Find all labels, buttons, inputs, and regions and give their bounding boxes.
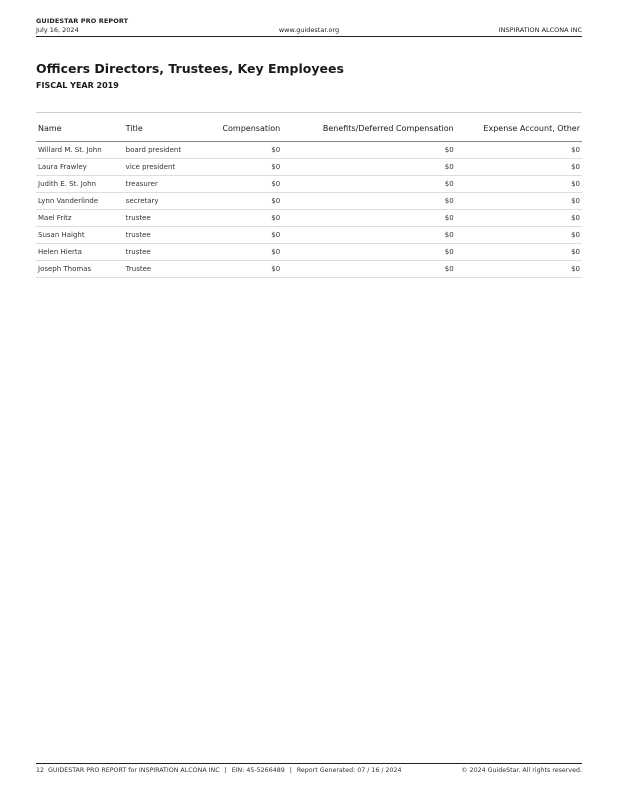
table-row: [36, 210, 582, 227]
column-header-expense: Expense Account, Other: [456, 113, 582, 142]
cell-compensation: $0: [197, 261, 282, 278]
cell-compensation: $0: [197, 210, 282, 227]
column-header-compensation: Compensation: [197, 113, 282, 142]
cell-expense: $0: [456, 193, 582, 210]
cell-title: vice president: [124, 159, 197, 176]
cell-name: Susan Haight: [36, 227, 124, 244]
cell-title: treasurer: [124, 176, 197, 193]
table-row: [36, 261, 582, 278]
cell-compensation: $0: [197, 159, 282, 176]
cell-name: Judith E. St. John: [36, 176, 124, 193]
table-row: [36, 244, 582, 261]
cell-title: trustee: [124, 227, 197, 244]
cell-expense: $0: [456, 159, 582, 176]
cell-name: Joseph Thomas: [36, 261, 124, 278]
cell-compensation: $0: [197, 193, 282, 210]
officers-table: [36, 112, 582, 278]
column-header-benefits: Benefits/Deferred Compensation: [282, 113, 456, 142]
cell-title: secretary: [124, 193, 197, 210]
cell-benefits: $0: [282, 193, 456, 210]
cell-name: Helen Hierta: [36, 244, 124, 261]
cell-expense: $0: [456, 142, 582, 159]
cell-compensation: $0: [197, 244, 282, 261]
cell-benefits: $0: [282, 210, 456, 227]
column-header-title: Title: [124, 113, 197, 142]
footer-copyright: © 2024 GuideStar. All rights reserved.: [461, 767, 582, 774]
cell-expense: $0: [456, 244, 582, 261]
cell-title: trustee: [124, 210, 197, 227]
table-row: [36, 227, 582, 244]
report-name: GUIDESTAR PRO REPORT: [36, 17, 129, 25]
table-row: [36, 142, 582, 159]
page-header: [36, 17, 582, 37]
cell-compensation: $0: [197, 142, 282, 159]
cell-benefits: $0: [282, 159, 456, 176]
cell-benefits: $0: [282, 176, 456, 193]
cell-benefits: $0: [282, 261, 456, 278]
cell-benefits: $0: [282, 227, 456, 244]
table-body: [36, 142, 582, 278]
fiscal-year: FISCAL YEAR 2019: [36, 81, 119, 90]
footer-info: [36, 767, 402, 774]
cell-benefits: $0: [282, 142, 456, 159]
footer-generated: Report Generated: 07 / 16 / 2024: [296, 767, 402, 774]
page-number: 12: [36, 767, 45, 774]
cell-expense: $0: [456, 227, 582, 244]
cell-title: board president: [124, 142, 197, 159]
table-row: [36, 193, 582, 210]
cell-title: Trustee: [124, 261, 197, 278]
section-title: Officers Directors, Trustees, Key Employees: [36, 61, 344, 76]
footer-separator: |: [224, 767, 227, 774]
cell-expense: $0: [456, 210, 582, 227]
cell-expense: $0: [456, 176, 582, 193]
cell-compensation: $0: [197, 176, 282, 193]
table-header-row: [36, 113, 582, 142]
cell-benefits: $0: [282, 244, 456, 261]
cell-name: Lynn Vanderlinde: [36, 193, 124, 210]
cell-compensation: $0: [197, 227, 282, 244]
organization-name: INSPIRATION ALCONA INC: [498, 26, 582, 34]
column-header-name: Name: [36, 113, 124, 142]
website-link[interactable]: www.guidestar.org: [278, 26, 340, 34]
cell-name: Mael Fritz: [36, 210, 124, 227]
cell-name: Willard M. St. John: [36, 142, 124, 159]
footer-ein: EIN: 45-5266489: [231, 767, 285, 774]
cell-expense: $0: [456, 261, 582, 278]
page-footer: [36, 763, 582, 774]
footer-report-label: GUIDESTAR PRO REPORT for INSPIRATION ALCONA INC: [48, 767, 220, 774]
table-row: [36, 159, 582, 176]
cell-title: trustee: [124, 244, 197, 261]
cell-name: Laura Frawley: [36, 159, 124, 176]
footer-separator: |: [289, 767, 292, 774]
report-date: July 16, 2024: [36, 26, 79, 34]
table-row: [36, 176, 582, 193]
